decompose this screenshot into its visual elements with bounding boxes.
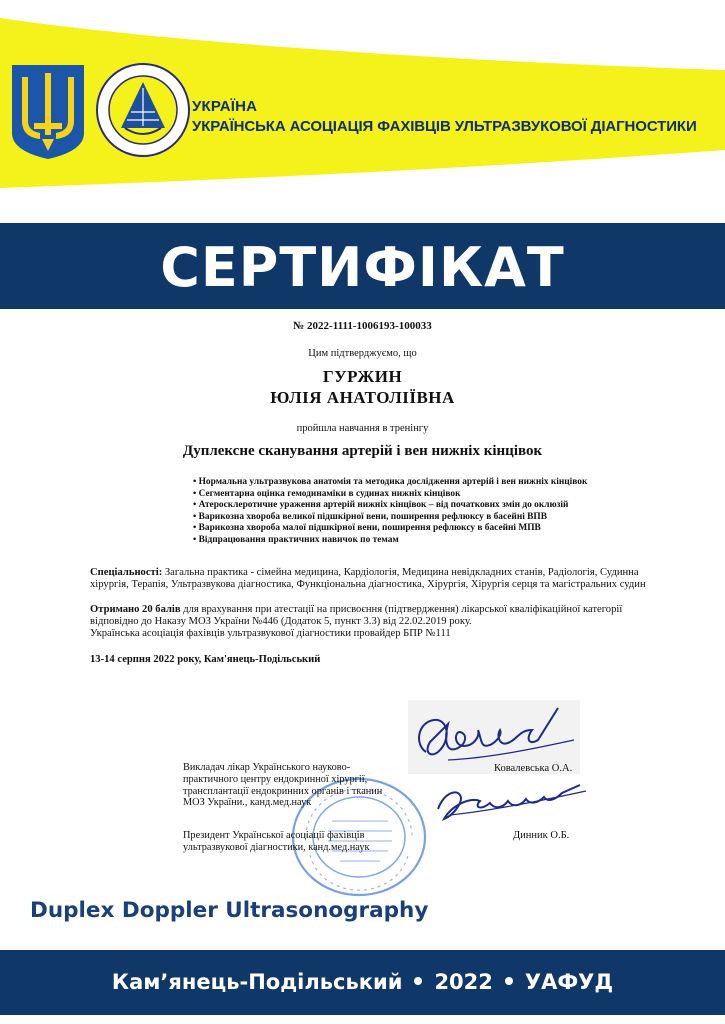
specialty-label: Спеціальності:	[90, 567, 163, 578]
certificate-title: СЕРТИФІКАТ	[160, 236, 565, 299]
completed-text: пройшла навчання в тренінгу	[296, 423, 429, 434]
footer-city: Кам’янець-Подільський	[111, 970, 403, 994]
header-country: УКРАЇНА	[192, 98, 258, 115]
footer-text	[0, 950, 725, 1015]
footer-dot-icon	[414, 977, 422, 985]
footer-org: УАФУД	[524, 970, 614, 994]
certificate-number: № 2022-1111-1006193-100033	[293, 320, 432, 332]
footer-dot-icon	[505, 977, 513, 985]
points-paragraph	[90, 604, 660, 641]
president-name: Динник О.Б.	[513, 830, 570, 841]
provider-text: Українська асоціація фахівців ультразвукової діагностики провайдер БПР №111	[90, 628, 451, 640]
footer-year: 2022	[434, 970, 493, 994]
topics-list	[193, 477, 587, 547]
topic-item: • Сегментарна оцінка гемодинаміки в судинах нижніх кінцівок	[193, 489, 587, 501]
specialty-text: Загальна практика - сімейна медицина, Кардіологія, Медицина невідкладних станів, Радіологія, Судинна хірургія, Терапія, Ультразвукова діагностика, Функціональна діагностика, Хірургія, Хірургія серця та магістральних судин	[90, 567, 646, 591]
trident-emblem-icon	[10, 63, 86, 161]
points-text: для врахування при атестації на присвоєння (підтвердження) лікарської кваліфікаційної категорії відповідно до Наказу МОЗ України №446 (Додаток 5, пункт 3.3) від 22.02.2019 року.	[90, 604, 623, 628]
topic-item: • Варикозна хвороба малої підшкірної вени, поширення рефлюксу в басейні МПВ	[193, 523, 587, 535]
header-association: УКРАЇНСЬКА АСОЦІАЦІЯ ФАХІВЦІВ УЛЬТРАЗВУКОВОЇ ДІАГНОСТИКИ	[192, 118, 697, 135]
course-title: Дуплексне сканування артерій і вен нижніх кінцівок	[182, 443, 543, 459]
recipient-first-names: ЮЛІЯ АНАТОЛІЇВНА	[270, 388, 455, 407]
lecturer-name: Ковалевська О.А.	[494, 763, 573, 774]
president-signature	[430, 775, 590, 825]
topic-item: • Відпрацювання практичних навичок по темам	[193, 535, 587, 547]
topic-item: • Нормальна ультразвукова анатомія та методика дослідження артерій і вен нижніх кінцівок	[193, 477, 587, 489]
confirm-text: Цим підтверджуємо, що	[308, 348, 417, 359]
president-description: Президент Української асоціації фахівців ультразвукової діагностики, канд.мед.наук	[183, 830, 370, 853]
specialty-paragraph	[90, 567, 660, 591]
lecturer-description: Викладач лікар Українського науково-практичного центру ендокринної хірургії, трансплантації ендокринних органів і тканин МОЗ України., канд.мед.наук	[183, 762, 383, 809]
topic-item: • Атеросклеротичне ураження артерій нижніх кінцівок – від початкових змін до оклюзій	[193, 500, 587, 512]
course-title-english: Duplex Doppler Ultrasonography	[30, 898, 429, 923]
recipient-last-name: ГУРЖИН	[322, 367, 403, 386]
date-place: 13-14 серпня 2022 року, Кам'янець-Подільський	[90, 654, 321, 665]
points-label: Отримано 20 балів	[90, 604, 181, 615]
association-logo-icon	[95, 62, 191, 158]
topic-item: • Варикозна хвороба великої підшкірної вени, поширення рефлюксу в басейні ВПВ	[193, 512, 587, 524]
